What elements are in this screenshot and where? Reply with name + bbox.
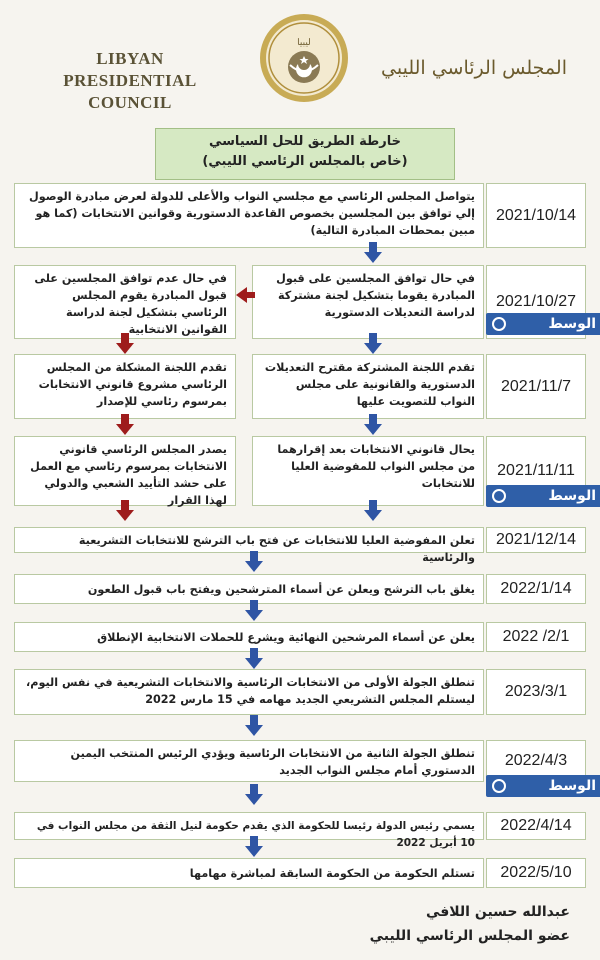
step-text-disagree: تقدم اللجنة المشكلة من المجلس الرئاسي مشروع قانوني الانتخابات بمرسوم رئاسي للإصدار — [14, 354, 236, 419]
step-date: 2021/11/11 — [486, 436, 586, 506]
down-arrow-icon — [245, 658, 263, 669]
watermark-mark-icon — [492, 489, 506, 503]
svg-text:ليبيا: ليبيا — [297, 38, 311, 48]
step-date: 2022 /2/1 — [486, 622, 586, 652]
presidential-seal-logo — [258, 12, 350, 104]
watermark-logo — [486, 313, 600, 335]
step-text-agree: يحال قانوني الانتخابات بعد إقرارهما من مجلس النواب للمفوضية العليا للانتخابات — [252, 436, 484, 506]
step-date: 2021/10/27 — [486, 265, 586, 339]
roadmap-title-line1: خارطة الطريق للحل السياسي — [209, 134, 401, 149]
step-text: يغلق باب الترشح ويعلن عن أسماء المترشحين ويفتح باب قبول الطعون — [14, 574, 484, 604]
down-arrow-icon — [116, 424, 134, 435]
watermark-text: الوسط — [548, 316, 596, 332]
org-name-en — [30, 48, 230, 114]
step-text-disagree: في حال عدم توافق المجلسين على قبول المبادرة يقوم المجلس الرئاسي بتشكيل لجنة لدراسة القوانين الانتخابية — [14, 265, 236, 339]
down-arrow-icon — [364, 252, 382, 263]
down-arrow-icon — [245, 725, 263, 736]
step-text: يسمي رئيس الدولة رئيسا للحكومة الذي يقدم حكومة لنيل الثقة من مجلس النواب في 10 أبريل 2022 — [14, 812, 484, 840]
down-arrow-icon — [245, 610, 263, 621]
step-text-agree: في حال توافق المجلسين على قبول المبادرة يقوما بتشكيل لجنة مشتركة لدراسة التعديلات الدستورية — [252, 265, 484, 339]
step-text: تستلم الحكومة من الحكومة السابقة لمباشرة مهامها — [14, 858, 484, 888]
signature-name: عبدالله حسين اللافي — [425, 904, 570, 920]
step-text: تنطلق الجولة الأولى من الانتخابات الرئاسية والانتخابات التشريعية في نفس اليوم، ليستلم المجلس التشريعي الجديد مهامه في 15 مارس 2022 — [14, 669, 484, 715]
roadmap-title-line2: (خاص بالمجلس الرئاسي الليبي) — [202, 154, 408, 169]
org-name-ar: المجلس الرئاسي الليبي — [381, 57, 567, 79]
step-date: 2021/10/14 — [486, 183, 586, 248]
step-text: تنطلق الجولة الثانية من الانتخابات الرئاسية ويؤدي الرئيس المنتخب اليمين الدستوري أمام مجلس النواب الجديد — [14, 740, 484, 782]
down-arrow-icon — [245, 561, 263, 572]
watermark-text: الوسط — [548, 488, 596, 504]
step-text-disagree: يصدر المجلس الرئاسي قانوني الانتخابات بمرسوم رئاسي مع العمل على حشد التأييد الشعبي والدولي لهذا القرار — [14, 436, 236, 506]
down-arrow-icon — [245, 846, 263, 857]
left-arrow-icon — [236, 287, 247, 303]
down-arrow-icon — [245, 794, 263, 805]
step-date: 2022/4/3 — [486, 740, 586, 782]
watermark-logo — [486, 485, 600, 507]
watermark-mark-icon — [492, 779, 506, 793]
org-name-en-line1: LIBYAN PRESIDENTIAL — [63, 49, 197, 90]
step-text: يتواصل المجلس الرئاسي مع مجلسي النواب والأعلى للدولة لعرض مبادرة الوصول إلي توافق بين المجلسين بخصوص القاعدة الدستورية وقوانين الانتخابات (كما هو مبين بمحطات المبادرة التالية) — [14, 183, 484, 248]
signature-role: عضو المجلس الرئاسي الليبي — [369, 928, 570, 944]
watermark-mark-icon — [492, 317, 506, 331]
step-text-agree: تقدم اللجنة المشتركة مقترح التعديلات الدستورية والقانونية على مجلس النواب للتصويت عليها — [252, 354, 484, 419]
down-arrow-icon — [116, 343, 134, 354]
down-arrow-icon — [364, 510, 382, 521]
step-date: 2023/3/1 — [486, 669, 586, 715]
down-arrow-icon — [364, 424, 382, 435]
roadmap-title — [155, 128, 455, 180]
step-date: 2022/5/10 — [486, 858, 586, 888]
down-arrow-icon — [116, 510, 134, 521]
watermark-text: الوسط — [548, 778, 596, 794]
step-date: 2021/11/7 — [486, 354, 586, 419]
step-text: تعلن المفوضية العليا للانتخابات عن فتح باب الترشح للانتخابات التشريعية والرئاسية — [14, 527, 484, 553]
step-text: يعلن عن أسماء المرشحين النهائية ويشرع للحملات الانتخابية الإنطلاق — [14, 622, 484, 652]
step-date: 2022/4/14 — [486, 812, 586, 840]
down-arrow-icon — [364, 343, 382, 354]
step-date: 2021/12/14 — [486, 527, 586, 553]
org-name-en-line2: COUNCIL — [88, 93, 172, 112]
watermark-logo — [486, 775, 600, 797]
step-date: 2022/1/14 — [486, 574, 586, 604]
